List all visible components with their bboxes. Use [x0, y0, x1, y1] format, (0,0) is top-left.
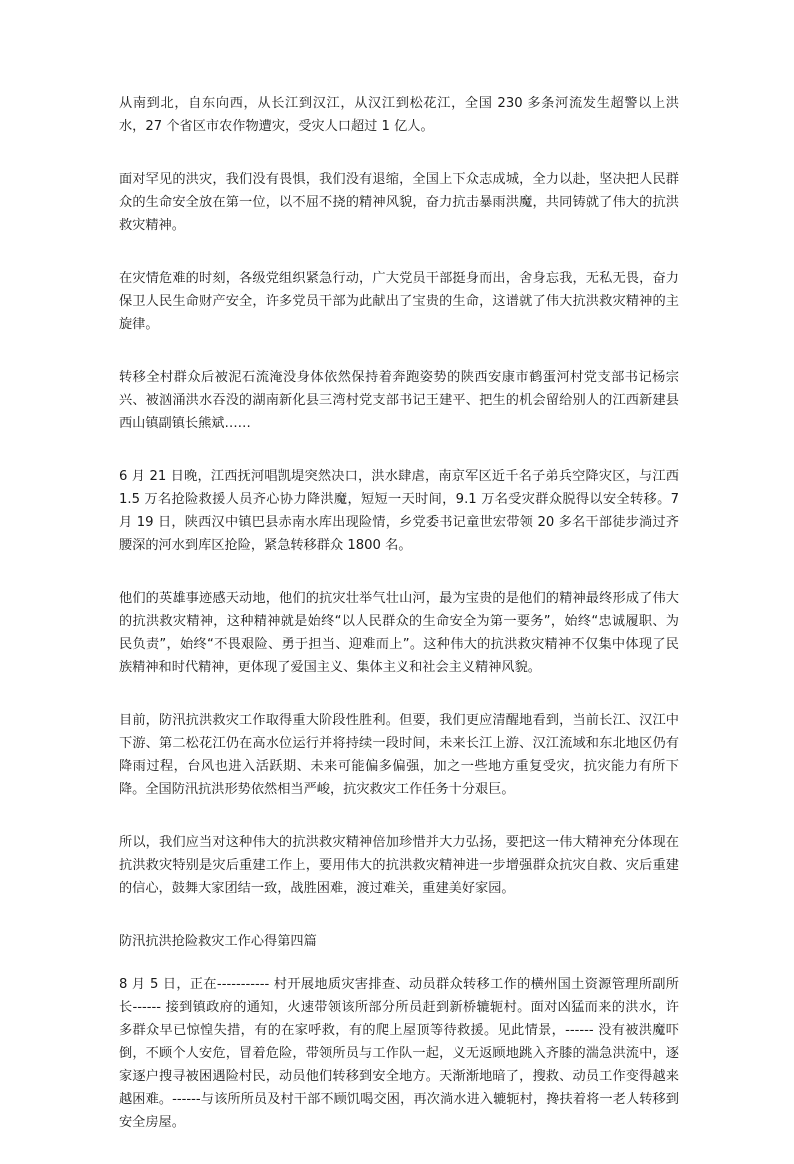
paragraph-spirit-forged: 面对罕见的洪灾，我们没有畏惧，我们没有退缩，全国上下众志成城，全力以赴，坚决把人民群众的生命安全放在第一位，以不屈不挠的精神风貌，奋力抗击暴雨洪魔，共同铸就了伟大的抗洪救灾精神。 — [119, 172, 679, 233]
paragraph-spirit-content: 他们的英雄事迹感天动地，他们的抗灾壮举气壮山河，最为宝贵的是他们的精神最终形成了伟大的抗洪救灾精神，这种精神就是始终“以人民群众的生命安全为第一要务”，始终“忠诚履职、为民负责”，始终“不畏艰险、勇于担当、迎难而上”。这种伟大的抗洪救灾精神不仅集中体现了民族精神和时代精神，更体现了爱国主义、集体主义和社会主义精神风貌。 — [119, 591, 679, 675]
paragraph-flood-overview: 从南到北，自东向西，从长江到汉江，从汉江到松花江，全国 230 多条河流发生超警以上洪水，27 个省区市农作物遭灾，受灾人口超过 1 亿人。 — [119, 96, 679, 134]
paragraph-party-members: 在灾情危难的时刻，各级党组织紧急行动，广大党员干部挺身而出，舍身忘我，无私无畏，奋力保卫人民生命财产安全，许多党员干部为此献出了宝贵的生命，这谱就了伟大抗洪救灾精神的主旋律。 — [119, 271, 679, 332]
paragraph-heroes-list: 转移全村群众后被泥石流淹没身体依然保持着奔跑姿势的陕西安康市鹤蛋河村党支部书记杨宗兴、被汹涌洪水吞没的湖南新化县三湾村党支部书记王建平、把生的机会留给别人的江西新建县西山镇副镇长熊斌…… — [119, 370, 679, 431]
paragraph-current-situation: 目前，防汛抗洪救灾工作取得重大阶段性胜利。但要，我们更应清醒地看到，当前长江、汉江中下游、第二松花江仍在高水位运行并将持续一段时间，未来长江上游、汉江流域和东北地区仍有降雨过程，台风也进入活跃期、未来可能偏多偏强，加之一些地方重复受灾，抗灾能力有所下降。全国防汛抗洪形势依然相当严峻，抗灾救灾工作任务十分艰巨。 — [119, 713, 679, 797]
section-heading: 防汛抗洪抢险救灾工作心得第四篇 — [119, 934, 317, 949]
document-page — [119, 92, 679, 1164]
paragraph-conclusion: 所以，我们应当对这种伟大的抗洪救灾精神倍加珍惜并大力弘扬，要把这一伟大精神充分体现在抗洪救灾特别是灾后重建工作上，要用伟大的抗洪救灾精神进一步增强群众抗灾自救、灾后重建的信心，鼓舞大家团结一致，战胜困难，渡过难关，重建美好家园。 — [119, 835, 679, 896]
paragraph-aug5-rescue: 8 月 5 日，正在----------- 村开展地质灾害排查、动员群众转移工作的横州国土资源管理所副所长------ 接到镇政府的通知，火速带领该所部分所员赶到新桥辘轭村。面对凶猛而来的洪水，许多群众早已惊惶失措，有的在家呼救，有的爬上屋顶等待救援。见此情景，------ 没有被洪魔吓倒，不顾个人安危，冒着危险，带领所员与工作队一起，义无返顾地跳入齐膝的湍急洪流中，逐家逐户搜寻被困遇险村民，动员他们转移到安全地方。天渐渐地暗了，搜救、动员工作变得越来越困难。------与该所所员及村干部不顾饥喝交困，再次淌水进入辘轭村，搀扶着将一老人转移到安全房屋。 — [119, 977, 679, 1130]
paragraph-rescue-events: 6 月 21 日晚，江西抚河唱凯堤突然决口，洪水肆虐，南京军区近千名子弟兵空降灾区，与江西 1.5 万名抢险救援人员齐心协力降洪魔，短短一天时间，9.1 万名受灾群众脱得以安全转移。7 月 19 日，陕西汉中镇巴县赤南水库出现险情，乡党委书记童世宏带领 20 多名干部徒步淌过齐腰深的河水到库区抢险，紧急转移群众 1800 名。 — [119, 469, 679, 553]
